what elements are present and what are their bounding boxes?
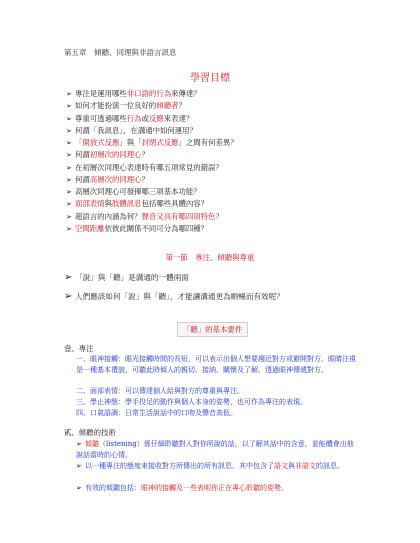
arrow-bullet-icon: ➢ (66, 175, 72, 184)
essentials-badge: 「聽」的基本要件 (177, 322, 248, 337)
arrow-bullet-icon: ➢ (76, 440, 82, 448)
question-2: ➢ 人們應該如何「說」與「聽」，才能讓溝通更為順暢而有效呢？ (64, 291, 284, 302)
objectives-list (66, 88, 238, 235)
question-1: ➢ 「說」與「聽」是溝通的一體兩面 (64, 272, 189, 283)
arrow-bullet-icon: ➢ (66, 102, 72, 111)
list-item: ➢ 何謂初層次的同理心？ (66, 149, 238, 161)
arrow-bullet-icon: ➢ (66, 151, 72, 160)
chapter-title: 第五章 傾聽、同理與非語言訊息 (64, 48, 177, 57)
list-item: ➢ 專注是運用哪些非口語的行為來傳達？ (66, 88, 238, 100)
arrow-bullet-icon: ➢ (66, 200, 72, 209)
arrow-bullet-icon: ➢ (66, 188, 72, 196)
arrow-bullet-icon: ➢ (64, 272, 73, 283)
arrow-bullet-icon: ➢ (66, 114, 72, 123)
list-item: 四、口氣語調：日常生活說話中的口吻及聲音高低。 (76, 409, 237, 417)
arrow-bullet-icon: ➢ (66, 90, 72, 98)
list-item: ➢ 在初層次同理心表達時有哪五項常見的錯誤？ (66, 162, 238, 174)
list-item: ➢ 超語言的內涵為何？聲音又具有哪四項特色？ (66, 211, 238, 223)
list-item: ➢ 空間距離依彼此關係不同可分為哪四種？ (66, 223, 238, 235)
list-item: ➢ 何謂高層次的同理心？ (66, 174, 238, 186)
arrow-bullet-icon: ➢ (76, 484, 82, 492)
list-item: ➢ 如何才能扮演一位良好的傾聽者？ (66, 100, 238, 112)
arrow-bullet-icon: ➢ (66, 224, 72, 233)
part1-heading: 壹、專注 (64, 344, 94, 353)
arrow-bullet-icon: ➢ (66, 212, 72, 221)
part2-heading: 貳、傾聽的技術 (64, 428, 116, 437)
list-item: ➢ 「開放式反應」與「封閉式反應」之間有何差異？ (66, 137, 238, 149)
arrow-bullet-icon: ➢ (66, 139, 72, 147)
arrow-bullet-icon: ➢ (76, 462, 82, 470)
arrow-bullet-icon: ➢ (66, 126, 72, 135)
arrow-bullet-icon: ➢ (66, 163, 72, 172)
section-title: 第一節 專注、傾聽與尊重 (165, 253, 255, 262)
list-item: 一、眼神接觸：眼光接觸時間的長短，可以表示出個人想要趨近對方或避開對方。眼睛注視是一種基本禮貌，可聽此時傾人的親切、接納、關懷及了解，透過眼神傳遞對方。 (76, 355, 356, 374)
list-item: 二、面部表情：可以傳達個人給與對方的尊重與專注。 (76, 387, 244, 395)
list-item: ➢ 以一種專注的態度來接收對方所傳出的所有訊息，其中包含了語文與非語文的訊息。 (76, 462, 344, 470)
list-item: ➢ 尊重可透過哪些行為或反應來表達？ (66, 113, 238, 125)
objectives-title: 學習目標 (190, 73, 230, 84)
list-item: ➢ 高層次同理心可發揮哪三項基本功能？ (66, 186, 238, 198)
list-item: ➢ 何謂「我訊息」，在溝通中如何運用？ (66, 125, 238, 137)
list-item: 三、學止神態：學手投足的動作與個人本身的姿勢，也可作為專注的表現。 (76, 398, 307, 406)
list-item: ➢ 傾聽（listening）係仔細聆聽對人對你所說的話，以了解其話中的含意，並能體會出他說話當時的心情。 (76, 440, 354, 459)
list-item: ➢ 面部表情與肢體訊息包括哪些具體內容？ (66, 198, 238, 210)
list-item: ➢ 有效的傾聽包括：眼神的接觸及一些表明你正在專心聆聽的姿勢。 (76, 484, 288, 492)
arrow-bullet-icon: ➢ (64, 291, 73, 302)
